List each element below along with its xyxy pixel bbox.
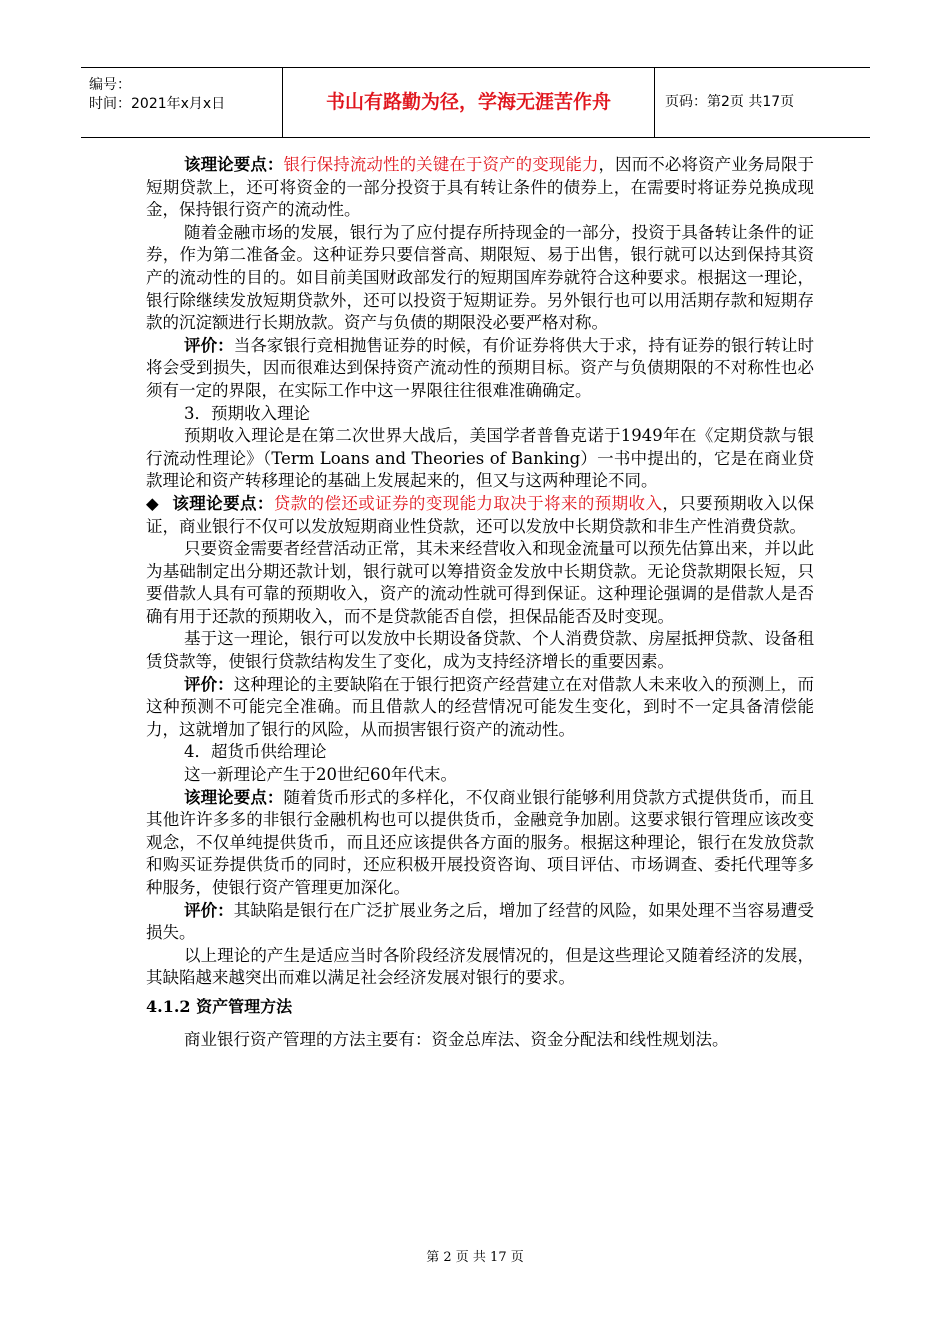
evaluation-label: 评价： [184, 900, 234, 920]
evaluation-label: 评价： [184, 674, 234, 694]
header-page-info: 页码：第2页 共17页 [665, 94, 795, 110]
paragraph-text: 其缺陷是银行在广泛扩展业务之后，增加了经营的风险，如果处理不当容易遭受损失。 [146, 900, 815, 943]
time-label: 时间：2021年x月x日 [89, 96, 226, 112]
subheading: 3．预期收入理论 [184, 403, 310, 423]
paragraph [146, 493, 814, 538]
diamond-bullet-icon: ◆ [146, 493, 159, 513]
header-meta-cell [81, 68, 283, 137]
paragraph: 预期收入理论是在第二次世界大战后，美国学者普鲁克诺于1949年在《定期贷款与银行流动性理论》（Term Loans and Theories of Banking）一书中提出的，它是在商业贷款理论和资产转移理论的基础上发展起来的，但又与这两种理论不同。 [146, 426, 814, 491]
number-label: 编号： [89, 77, 131, 93]
paragraph: 基于这一理论，银行可以发放中长期设备贷款、个人消费贷款、房屋抵押贷款、设备租赁贷款等，使银行贷款结构发生了变化，成为支持经济增长的重要因素。 [146, 629, 814, 672]
page-footer: 第 2 页 共 17 页 [426, 1250, 524, 1265]
paragraph [146, 674, 814, 742]
paragraph [146, 335, 814, 403]
subheading: 4．超货币供给理论 [184, 742, 327, 762]
section-heading: 4.1.2 资产管理方法 [146, 996, 293, 1016]
highlight-text: 贷款的偿还或证券的变现能力取决于将来的预期收入 [273, 493, 663, 513]
paragraph-text: 当各家银行竞相抛售证券的时候，有价证券将供大于求，持有证券的银行转让时将会受到损失，因而很难达到保持资产流动性的预期目标。资产与负债期限的不对称性也必须有一定的界限，在实际工作中这一界限往往很难准确确定。 [146, 335, 815, 400]
paragraph [146, 154, 814, 222]
paragraph-text: ，只要预期收入以保证，商业银行不仅可以发放短期商业性贷款，还可以发放中长期贷款和非生产性消费贷款。 [146, 493, 815, 536]
document-body [146, 154, 814, 1051]
point-label: 该理论要点： [184, 155, 284, 174]
paragraph: 商业银行资产管理的方法主要有：资金总库法、资金分配法和线性规划法。 [184, 1029, 729, 1049]
paragraph: 只要资金需要者经营活动正常，其未来经营收入和现金流量可以预先估算出来，并以此为基础制定出分期还款计划，银行就可以筹措资金发放中长期贷款。无论贷款期限长短，只要借款人具有可靠的预期收入，资产的流动性就可得到保证。这种理论强调的是借款人是否确有用于还款的预期收入，而不是贷款能否自偿，担保品能否及时变现。 [146, 539, 814, 626]
paragraph: 以上理论的产生是适应当时各阶段经济发展情况的，但是这些理论又随着经济的发展，其缺陷越来越突出而难以满足社会经济发展对银行的要求。 [146, 945, 814, 988]
paragraph-text: ，因而不必将资产业务局限于短期贷款上，还可将资金的一部分投资于具有转让条件的债券上，在需要时将证券兑换成现金，保持银行资产的流动性。 [146, 155, 815, 220]
evaluation-label: 评价： [184, 335, 234, 355]
header-motto: 书山有路勤为径，学海无涯苦作舟 [283, 68, 655, 137]
header-table [81, 67, 870, 138]
point-label: 该理论要点： [184, 787, 284, 807]
paragraph: 这一新理论产生于20世纪60年代末。 [184, 765, 457, 785]
paragraph-text: 随着货币形式的多样化，不仅商业银行能够利用贷款方式提供货币，而且其他许许多多的非银行金融机构也可以提供货币，金融竞争加剧。这要求银行管理应该改变观念，不仅单纯提供货币，而且还应该提供各方面的服务。根据这种理论，银行在发放贷款和购买证券提供货币的同时，还应积极开展投资咨询、项目评估、市场调查、委托代理等多种服务，使银行资产管理更加深化。 [146, 787, 815, 897]
point-label: 该理论要点： [172, 493, 274, 513]
paragraph [146, 900, 814, 945]
paragraph: 随着金融市场的发展，银行为了应付提存所持现金的一部分，投资于具备转让条件的证券，作为第二准备金。这种证券只要信誉高、期限短、易于出售，银行就可以达到保持其资产的流动性的目的。如目前美国财政部发行的短期国库券就符合这种要求。根据这一理论，银行除继续发放短期贷款外，还可以投资于短期证券。另外银行也可以用活期存款和短期存款的沉淀额进行长期放款。资产与负债的期限没必要严格对称。 [146, 222, 814, 333]
paragraph [146, 787, 814, 900]
paragraph-text: 这种理论的主要缺陷在于银行把资产经营建立在对借款人未来收入的预测上，而这种预测不可能完全准确。而且借款人的经营情况可能发生变化，到时不一定具备清偿能力，这就增加了银行的风险，从而损害银行资产的流动性。 [146, 674, 815, 739]
highlight-text: 银行保持流动性的关键在于资产的变现能力 [283, 155, 599, 174]
